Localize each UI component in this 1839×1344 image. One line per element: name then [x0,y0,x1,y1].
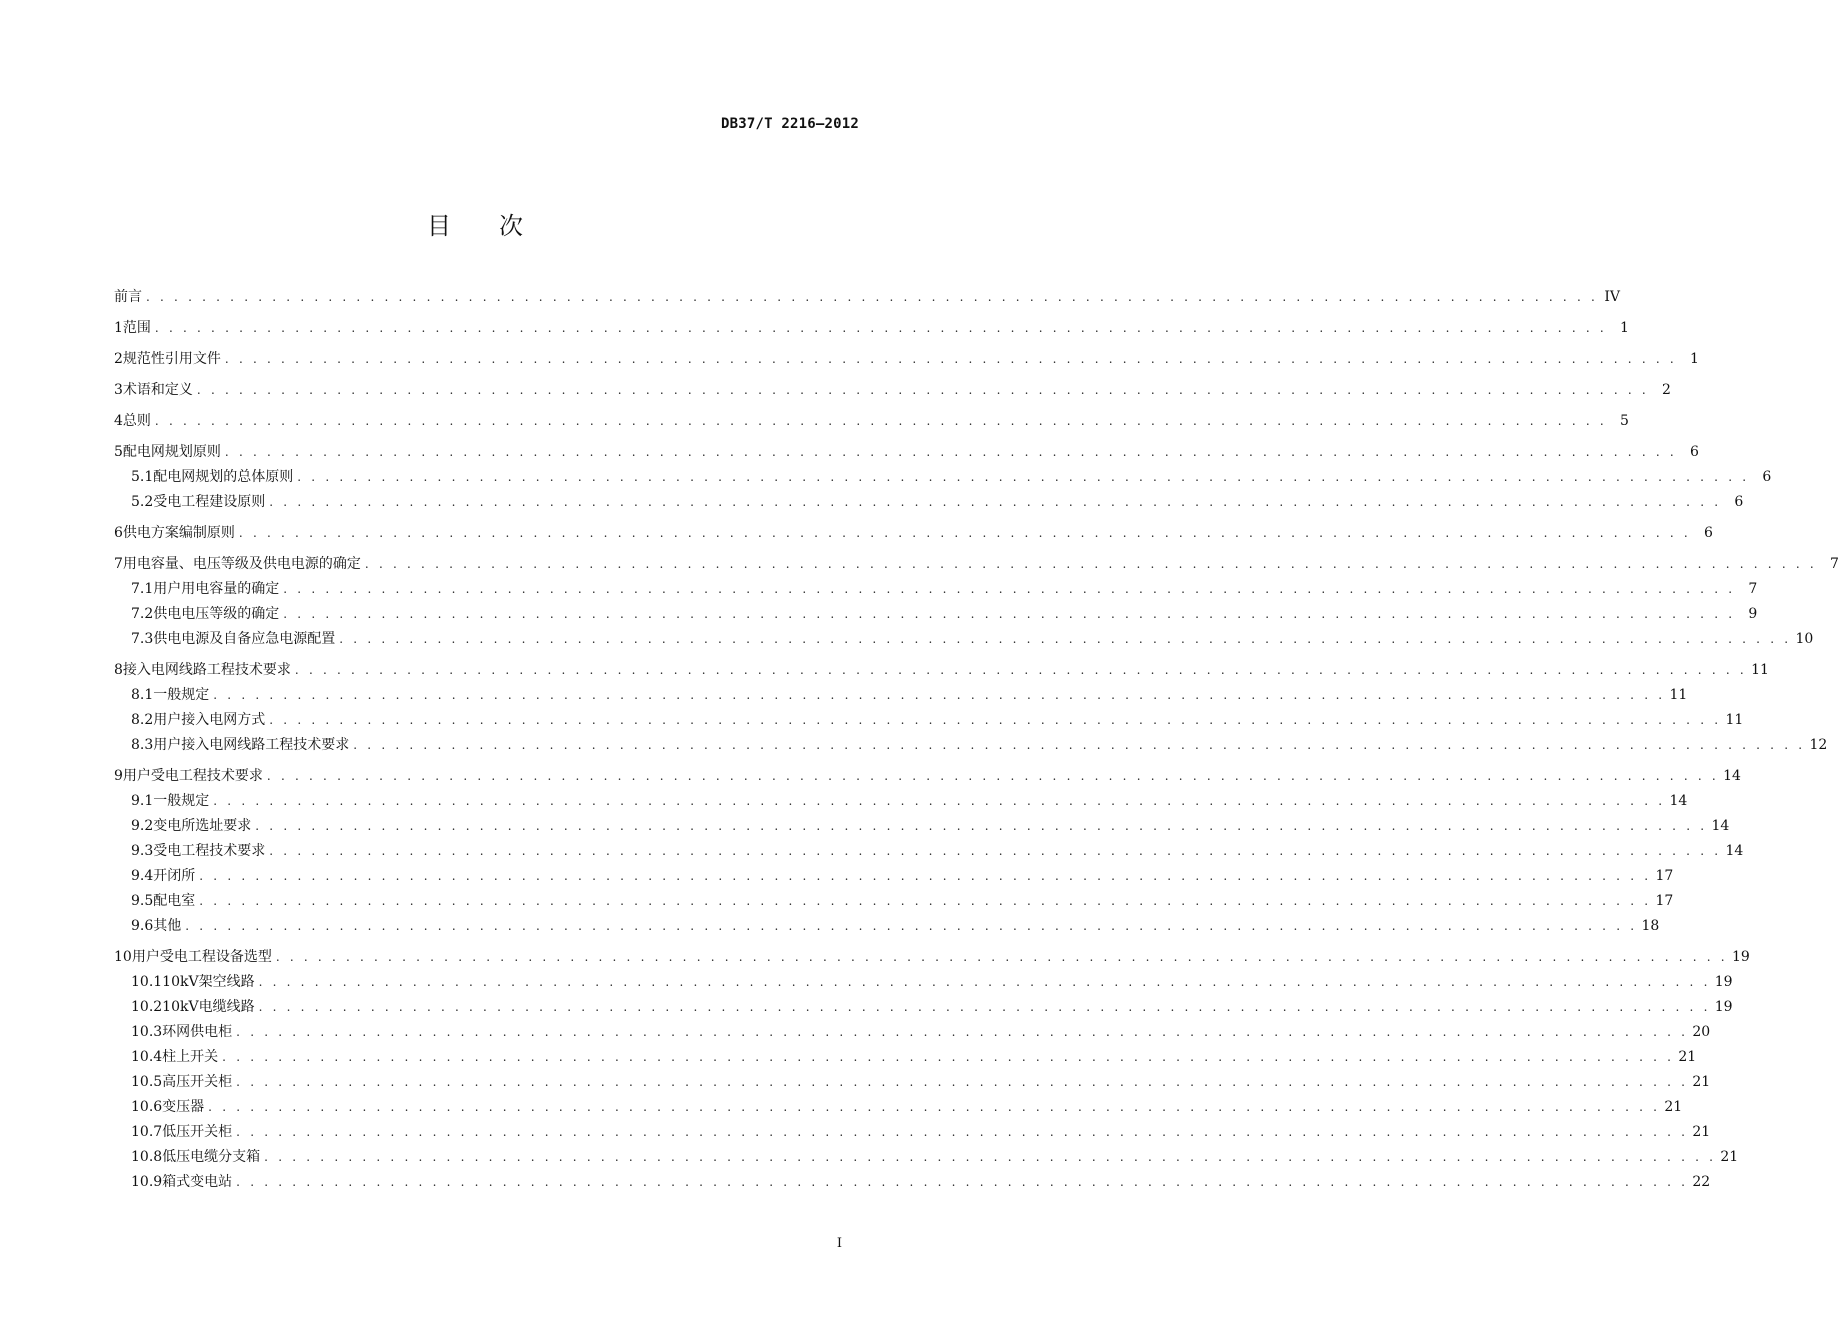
toc-entry[interactable] [114,1096,1683,1121]
toc-entry-number: 3 [114,382,123,398]
toc-entry-number: 7.1 [131,581,154,597]
toc-entry-page: 6 [1762,469,1772,485]
toc-entry-page: 21 [1692,1074,1711,1090]
toc-entry-page: 1 [1620,320,1629,336]
toc-entry-page: 7 [1748,581,1758,597]
toc-entry[interactable] [114,1071,1711,1096]
toc-entry-number: 10.5 [131,1074,163,1090]
toc-entry[interactable] [114,1121,1711,1146]
toc-entry-page: 18 [1641,918,1660,934]
toc-entry-page: 21 [1678,1049,1697,1065]
toc-entry[interactable] [114,946,1750,971]
toc-entry-page: 6 [1734,494,1744,510]
dot-leader: . . . . . . . . . . . . . . . . . . . . . . . . . . . . . . . . . . . . . . . . . . . . . . . . . . . . . . . . . . . . . . . . . . . . . . . . . . . . . . . . . . . . . . . . . . . . . . . . . . . . . . . . [353,738,1806,752]
toc-entry-number: 9.4 [131,868,154,884]
toc-entry[interactable] [114,379,1671,404]
dot-leader: . . . . . . . . . . . . . . . . . . . . . . . . . . . . . . . . . . . . . . . . . . . . . . . . . . . . . . . . . . . . . . . . . . . . . . . . . . . . . . . . . . . . . . . . . . . . . . . . . . . . . . . . [199,869,1652,883]
toc-entry[interactable] [114,865,1674,890]
toc-entry[interactable] [114,971,1733,996]
toc-entry-page: 22 [1692,1174,1711,1190]
toc-entry-page: 10 [1795,631,1814,647]
toc-entry[interactable] [114,765,1741,790]
toc-entry[interactable] [114,466,1772,491]
dot-leader: . . . . . . . . . . . . . . . . . . . . . . . . . . . . . . . . . . . . . . . . . . . . . . . . . . . . . . . . . . . . . . . . . . . . . . . . . . . . . . . . . . . . . . . . . . . . . . . . . . . . . . . . [269,844,1722,858]
toc-entry-number: 10 [114,949,132,965]
toc-entry-label: 低压开关柜 [162,1124,233,1140]
toc-entry-label: 变电所选址要求 [153,818,252,834]
toc-entry-page: 21 [1720,1149,1739,1165]
toc-entry-page: 11 [1725,712,1744,728]
toc-entry-page: 14 [1669,793,1688,809]
toc-entry-number: 10.7 [131,1124,163,1140]
toc-entry-page: 14 [1723,768,1741,784]
toc-entry[interactable] [114,1046,1697,1071]
toc-entry-number: 8 [114,662,123,678]
toc-entry-number: 8.3 [131,737,154,753]
toc-entry-number: 2 [114,351,123,367]
toc-entry-label: 总则 [122,413,151,429]
toc-entry[interactable] [114,815,1730,840]
toc-entry-number: 5.2 [131,494,154,510]
toc-entry[interactable] [114,734,1828,759]
dot-leader: . . . . . . . . . . . . . . . . . . . . . . . . . . . . . . . . . . . . . . . . . . . . . . . . . . . . . . . . . . . . . . . . . . . . . . . . . . . . . . . . . . . . . . . . . . . . . . . . . . . . . . . . [146,290,1598,304]
toc-entry-number: 10.1 [131,974,163,990]
toc-entry-page: 20 [1692,1024,1711,1040]
toc-entry-number: 5 [114,444,123,460]
toc-entry[interactable] [114,790,1688,815]
toc-entry-page: 19 [1714,999,1733,1015]
toc-entry-label: 配电网规划的总体原则 [153,469,294,485]
toc-entry[interactable] [114,603,1758,628]
dot-leader: . . . . . . . . . . . . . . . . . . . . . . . . . . . . . . . . . . . . . . . . . . . . . . . . . . . . . . . . . . . . . . . . . . . . . . . . . . . . . . . . . . . . . . . . . . . . . . . . . . . . . . . . [213,794,1666,808]
toc-entry-label: 用户用电容量的确定 [153,581,280,597]
toc-entry-label: 用户接入电网线路工程技术要求 [153,737,350,753]
dot-leader: . . . . . . . . . . . . . . . . . . . . . . . . . . . . . . . . . . . . . . . . . . . . . . . . . . . . . . . . . . . . . . . . . . . . . . . . . . . . . . . . . . . . . . . . . . . . . . . . . . . . . . . . [154,414,1607,428]
dot-leader: . . . . . . . . . . . . . . . . . . . . . . . . . . . . . . . . . . . . . . . . . . . . . . . . . . . . . . . . . . . . . . . . . . . . . . . . . . . . . . . . . . . . . . . . . . . . . . . . . . . . . . . . [339,632,1792,646]
dot-leader: . . . . . . . . . . . . . . . . . . . . . . . . . . . . . . . . . . . . . . . . . . . . . . . . . . . . . . . . . . . . . . . . . . . . . . . . . . . . . . . . . . . . . . . . . . . . . . . . . . . . . . . . [238,526,1691,540]
toc-entry-page: 17 [1655,868,1674,884]
dot-leader: . . . . . . . . . . . . . . . . . . . . . . . . . . . . . . . . . . . . . . . . . . . . . . . . . . . . . . . . . . . . . . . . . . . . . . . . . . . . . . . . . . . . . . . . . . . . . . . . . . . . . . . . [222,1050,1675,1064]
dot-leader: . . . . . . . . . . . . . . . . . . . . . . . . . . . . . . . . . . . . . . . . . . . . . . . . . . . . . . . . . . . . . . . . . . . . . . . . . . . . . . . . . . . . . . . . . . . . . . . . . . . . . . . . [258,1000,1711,1014]
toc-entry-label: 变压器 [162,1099,205,1115]
toc-entry-page: 14 [1725,843,1744,859]
toc-entry-number: 9.5 [131,893,154,909]
toc-entry[interactable] [114,1021,1711,1046]
dot-leader: . . . . . . . . . . . . . . . . . . . . . . . . . . . . . . . . . . . . . . . . . . . . . . . . . . . . . . . . . . . . . . . . . . . . . . . . . . . . . . . . . . . . . . . . . . . . . . . . . . . . . . . . [283,607,1736,621]
toc-entry-page: 7 [1830,556,1839,572]
dot-leader: . . . . . . . . . . . . . . . . . . . . . . . . . . . . . . . . . . . . . . . . . . . . . . . . . . . . . . . . . . . . . . . . . . . . . . . . . . . . . . . . . . . . . . . . . . . . . . . . . . . . . . . . [208,1100,1661,1114]
page-title: 目次 [427,212,571,240]
toc-entry-label: 配电室 [153,893,196,909]
toc-entry-number: 1 [114,320,123,336]
toc-entry-label: 受电工程建设原则 [153,494,266,510]
toc-entry-label: 范围 [122,320,151,336]
toc-entry-label: 供电电压等级的确定 [153,606,280,622]
toc-entry-label: 10kV架空线路 [162,974,255,990]
toc-entry[interactable] [114,286,1620,311]
toc-entry-page: 11 [1751,662,1769,678]
toc-entry-label: 一般规定 [153,793,210,809]
toc-entry-label: 规范性引用文件 [122,351,221,367]
dot-leader: . . . . . . . . . . . . . . . . . . . . . . . . . . . . . . . . . . . . . . . . . . . . . . . . . . . . . . . . . . . . . . . . . . . . . . . . . . . . . . . . . . . . . . . . . . . . . . . . . . . . . . . . [364,557,1817,571]
dot-leader: . . . . . . . . . . . . . . . . . . . . . . . . . . . . . . . . . . . . . . . . . . . . . . . . . . . . . . . . . . . . . . . . . . . . . . . . . . . . . . . . . . . . . . . . . . . . . . . . . . . . . . . . [258,975,1711,989]
toc-entry-label: 供电电源及自备应急电源配置 [153,631,336,647]
toc-entry[interactable] [114,348,1699,373]
toc-entry-page: 19 [1714,974,1733,990]
toc-entry[interactable] [114,996,1733,1021]
toc-entry-label: 用户受电工程设备选型 [131,949,272,965]
toc-entry-label: 开闭所 [153,868,196,884]
toc-entry-page: 2 [1662,382,1671,398]
toc-entry[interactable] [114,709,1744,734]
dot-leader: . . . . . . . . . . . . . . . . . . . . . . . . . . . . . . . . . . . . . . . . . . . . . . . . . . . . . . . . . . . . . . . . . . . . . . . . . . . . . . . . . . . . . . . . . . . . . . . . . . . . . . . . [199,894,1652,908]
toc-entry-label: 10kV电缆线路 [162,999,255,1015]
toc-entry[interactable] [114,491,1744,516]
dot-leader: . . . . . . . . . . . . . . . . . . . . . . . . . . . . . . . . . . . . . . . . . . . . . . . . . . . . . . . . . . . . . . . . . . . . . . . . . . . . . . . . . . . . . . . . . . . . . . . . . . . . . . . . [196,383,1649,397]
toc-entry-page: 12 [1809,737,1828,753]
toc-entry-label: 一般规定 [153,687,210,703]
toc-entry-page: 1 [1690,351,1699,367]
toc-entry-number: 4 [114,413,123,429]
toc-entry-number: 7.2 [131,606,154,622]
toc-entry-number: 5.1 [131,469,154,485]
toc-entry[interactable] [114,578,1758,603]
toc-entry[interactable] [114,890,1674,915]
toc-entry-page: 17 [1655,893,1674,909]
toc-entry-label: 前言 [114,289,142,305]
toc-entry-label: 接入电网线路工程技术要求 [122,662,291,678]
toc-entry-page: 11 [1669,687,1688,703]
toc-entry[interactable] [114,553,1839,578]
toc-entry-label: 用户受电工程技术要求 [122,768,263,784]
dot-leader: . . . . . . . . . . . . . . . . . . . . . . . . . . . . . . . . . . . . . . . . . . . . . . . . . . . . . . . . . . . . . . . . . . . . . . . . . . . . . . . . . . . . . . . . . . . . . . . . . . . . . . . . [213,688,1666,702]
toc-entry-number: 9.1 [131,793,154,809]
dot-leader: . . . . . . . . . . . . . . . . . . . . . . . . . . . . . . . . . . . . . . . . . . . . . . . . . . . . . . . . . . . . . . . . . . . . . . . . . . . . . . . . . . . . . . . . . . . . . . . . . . . . . . . . [236,1075,1689,1089]
dot-leader: . . . . . . . . . . . . . . . . . . . . . . . . . . . . . . . . . . . . . . . . . . . . . . . . . . . . . . . . . . . . . . . . . . . . . . . . . . . . . . . . . . . . . . . . . . . . . . . . . . . . . . . . [275,950,1728,964]
toc-entry-label: 用户接入电网方式 [153,712,266,728]
page-number: I [836,1236,842,1251]
toc-entry[interactable] [114,1146,1739,1171]
dot-leader: . . . . . . . . . . . . . . . . . . . . . . . . . . . . . . . . . . . . . . . . . . . . . . . . . . . . . . . . . . . . . . . . . . . . . . . . . . . . . . . . . . . . . . . . . . . . . . . . . . . . . . . . [294,663,1747,677]
toc-entry-number: 10.6 [131,1099,163,1115]
toc-entry-number: 6 [114,525,123,541]
toc-entry[interactable] [114,441,1699,466]
toc-entry-number: 10.4 [131,1049,163,1065]
dot-leader: . . . . . . . . . . . . . . . . . . . . . . . . . . . . . . . . . . . . . . . . . . . . . . . . . . . . . . . . . . . . . . . . . . . . . . . . . . . . . . . . . . . . . . . . . . . . . . . . . . . . . . . . [224,352,1677,366]
dot-leader: . . . . . . . . . . . . . . . . . . . . . . . . . . . . . . . . . . . . . . . . . . . . . . . . . . . . . . . . . . . . . . . . . . . . . . . . . . . . . . . . . . . . . . . . . . . . . . . . . . . . . . . . [269,495,1722,509]
toc-entry-page: IV [1604,289,1620,305]
dot-leader: . . . . . . . . . . . . . . . . . . . . . . . . . . . . . . . . . . . . . . . . . . . . . . . . . . . . . . . . . . . . . . . . . . . . . . . . . . . . . . . . . . . . . . . . . . . . . . . . . . . . . . . . [283,582,1736,596]
toc-entry-number: 10.9 [131,1174,163,1190]
table-of-contents [114,286,1839,1196]
toc-entry-number: 9 [114,768,123,784]
dot-leader: . . . . . . . . . . . . . . . . . . . . . . . . . . . . . . . . . . . . . . . . . . . . . . . . . . . . . . . . . . . . . . . . . . . . . . . . . . . . . . . . . . . . . . . . . . . . . . . . . . . . . . . . [236,1175,1689,1189]
toc-entry-label: 配电网规划原则 [122,444,221,460]
toc-entry-label: 用电容量、电压等级及供电电源的确定 [122,556,361,572]
toc-entry-label: 高压开关柜 [162,1074,233,1090]
dot-leader: . . . . . . . . . . . . . . . . . . . . . . . . . . . . . . . . . . . . . . . . . . . . . . . . . . . . . . . . . . . . . . . . . . . . . . . . . . . . . . . . . . . . . . . . . . . . . . . . . . . . . . . . [236,1125,1689,1139]
dot-leader: . . . . . . . . . . . . . . . . . . . . . . . . . . . . . . . . . . . . . . . . . . . . . . . . . . . . . . . . . . . . . . . . . . . . . . . . . . . . . . . . . . . . . . . . . . . . . . . . . . . . . . . . [264,1150,1717,1164]
document-code: DB37/T 2216—2012 [720,116,859,132]
toc-entry-label: 柱上开关 [162,1049,219,1065]
toc-entry-label: 受电工程技术要求 [153,843,266,859]
dot-leader: . . . . . . . . . . . . . . . . . . . . . . . . . . . . . . . . . . . . . . . . . . . . . . . . . . . . . . . . . . . . . . . . . . . . . . . . . . . . . . . . . . . . . . . . . . . . . . . . . . . . . . . . [266,769,1719,783]
toc-entry-number: 8.2 [131,712,154,728]
toc-entry-label: 术语和定义 [122,382,193,398]
dot-leader: . . . . . . . . . . . . . . . . . . . . . . . . . . . . . . . . . . . . . . . . . . . . . . . . . . . . . . . . . . . . . . . . . . . . . . . . . . . . . . . . . . . . . . . . . . . . . . . . . . . . . . . . [236,1025,1689,1039]
dot-leader: . . . . . . . . . . . . . . . . . . . . . . . . . . . . . . . . . . . . . . . . . . . . . . . . . . . . . . . . . . . . . . . . . . . . . . . . . . . . . . . . . . . . . . . . . . . . . . . . . . . . . . . . [297,470,1750,484]
toc-entry-number: 9.3 [131,843,154,859]
toc-entry-label: 低压电缆分支箱 [162,1149,261,1165]
toc-entry-page: 14 [1711,818,1730,834]
toc-entry-number: 7 [114,556,123,572]
toc-entry-page: 21 [1692,1124,1711,1140]
toc-entry-label: 供电方案编制原则 [122,525,235,541]
dot-leader: . . . . . . . . . . . . . . . . . . . . . . . . . . . . . . . . . . . . . . . . . . . . . . . . . . . . . . . . . . . . . . . . . . . . . . . . . . . . . . . . . . . . . . . . . . . . . . . . . . . . . . . . [269,713,1722,727]
toc-entry-page: 5 [1620,413,1629,429]
toc-entry[interactable] [114,684,1688,709]
toc-entry[interactable] [114,317,1629,342]
toc-entry-page: 6 [1690,444,1699,460]
toc-entry[interactable] [114,840,1744,865]
toc-entry-label: 环网供电柜 [162,1024,233,1040]
toc-entry-label: 箱式变电站 [162,1174,233,1190]
dot-leader: . . . . . . . . . . . . . . . . . . . . . . . . . . . . . . . . . . . . . . . . . . . . . . . . . . . . . . . . . . . . . . . . . . . . . . . . . . . . . . . . . . . . . . . . . . . . . . . . . . . . . . . . [224,445,1677,459]
dot-leader: . . . . . . . . . . . . . . . . . . . . . . . . . . . . . . . . . . . . . . . . . . . . . . . . . . . . . . . . . . . . . . . . . . . . . . . . . . . . . . . . . . . . . . . . . . . . . . . . . . . . . . . . [185,919,1638,933]
toc-entry-number: 10.3 [131,1024,163,1040]
toc-entry[interactable] [114,410,1629,435]
toc-entry-number: 9.6 [131,918,154,934]
dot-leader: . . . . . . . . . . . . . . . . . . . . . . . . . . . . . . . . . . . . . . . . . . . . . . . . . . . . . . . . . . . . . . . . . . . . . . . . . . . . . . . . . . . . . . . . . . . . . . . . . . . . . . . . [154,321,1607,335]
toc-entry[interactable] [114,522,1713,547]
dot-leader: . . . . . . . . . . . . . . . . . . . . . . . . . . . . . . . . . . . . . . . . . . . . . . . . . . . . . . . . . . . . . . . . . . . . . . . . . . . . . . . . . . . . . . . . . . . . . . . . . . . . . . . . [255,819,1708,833]
toc-entry-page: 19 [1732,949,1750,965]
toc-entry-page: 9 [1748,606,1758,622]
toc-entry-number: 10.8 [131,1149,163,1165]
toc-entry[interactable] [114,659,1769,684]
toc-entry-page: 21 [1664,1099,1683,1115]
toc-entry-label: 其他 [153,918,182,934]
toc-entry-number: 9.2 [131,818,154,834]
toc-entry[interactable] [114,1171,1711,1196]
toc-entry-number: 7.3 [131,631,154,647]
toc-entry[interactable] [114,628,1814,653]
toc-entry-number: 8.1 [131,687,154,703]
toc-entry-page: 6 [1704,525,1713,541]
toc-entry[interactable] [114,915,1660,940]
toc-entry-number: 10.2 [131,999,163,1015]
